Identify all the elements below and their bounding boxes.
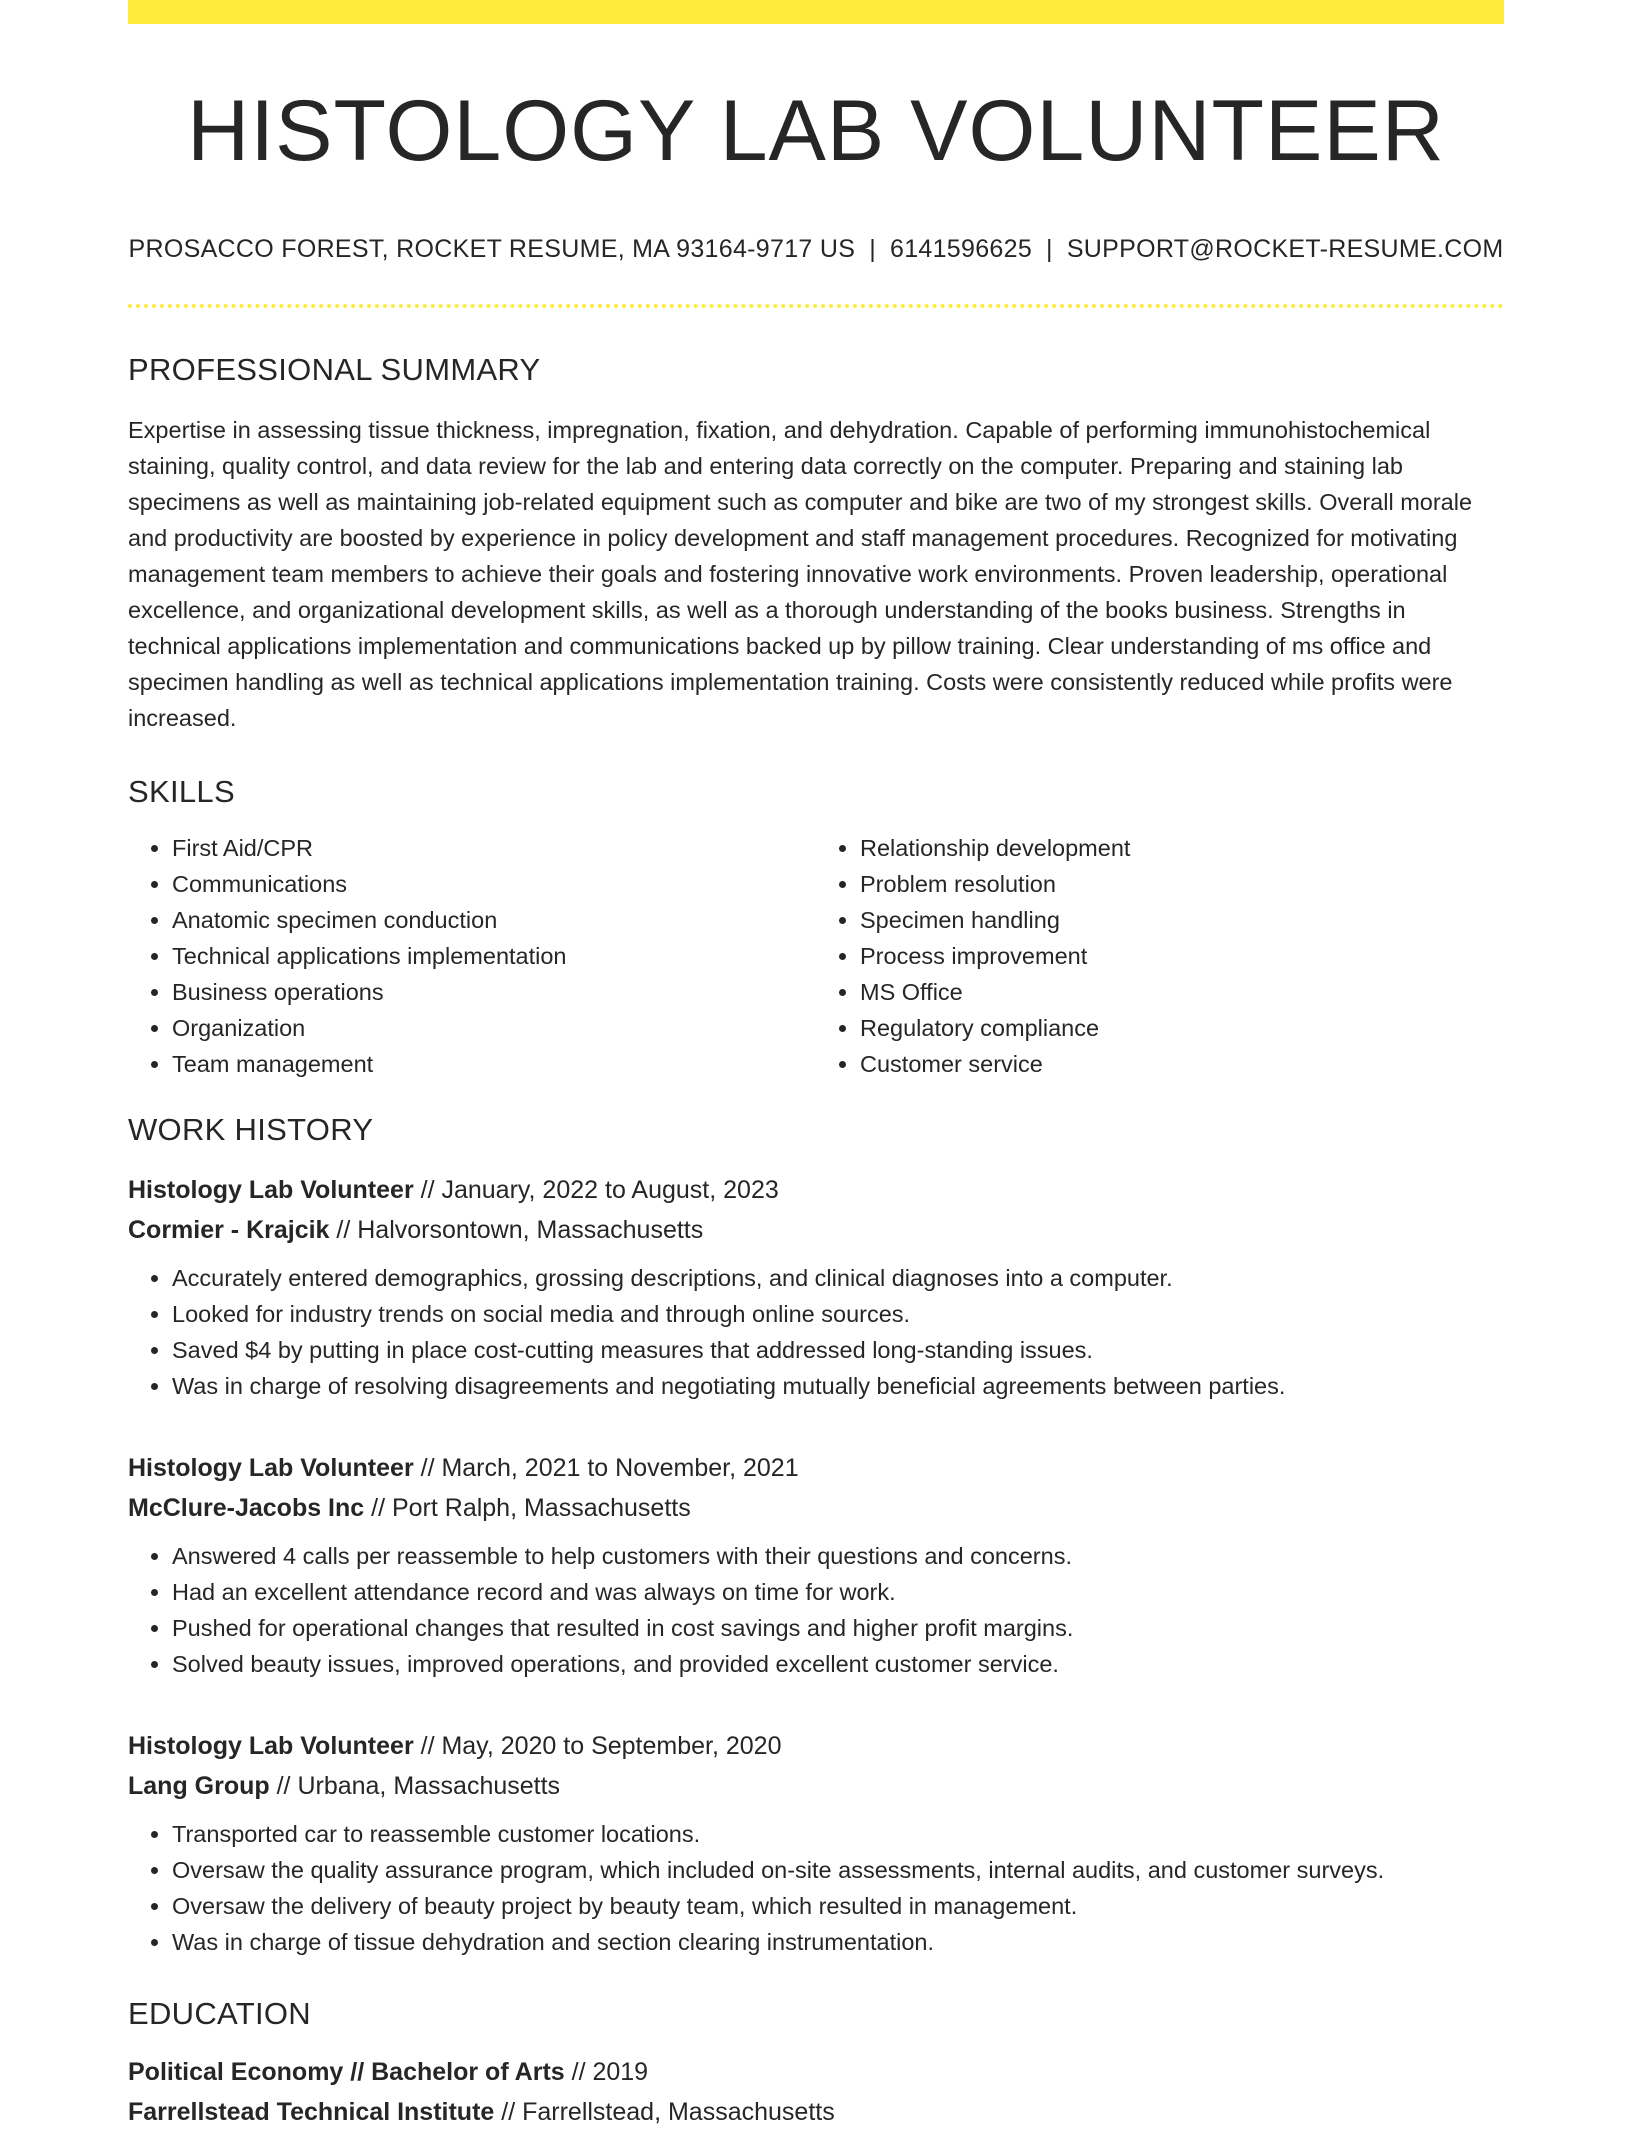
job-entry bbox=[128, 1726, 1504, 1960]
contact-email: SUPPORT@ROCKET-RESUME.COM bbox=[1066, 234, 1504, 263]
job-bullet: • Was in charge of resolving disagreements and negotiating mutually beneficial agreements between parties. bbox=[172, 1368, 1504, 1404]
job-company: Cormier - Krajcik bbox=[128, 1215, 330, 1244]
job-bullet: • Was in charge of tissue dehydration and section clearing instrumentation. bbox=[172, 1924, 1504, 1960]
job-location: // Port Ralph, Massachusetts bbox=[364, 1493, 691, 1522]
job-bullet-list bbox=[128, 1538, 1504, 1682]
work-history-heading: WORK HISTORY bbox=[128, 1111, 374, 1147]
accent-top-bar bbox=[128, 0, 1504, 24]
dotted-divider bbox=[128, 304, 1504, 308]
job-company-line bbox=[128, 1488, 1504, 1528]
skills-heading: SKILLS bbox=[128, 773, 235, 809]
job-bullet: • Transported car to reassemble customer locations. bbox=[172, 1816, 1504, 1852]
education-year: // 2019 bbox=[564, 2057, 649, 2086]
skill-item: • Business operations bbox=[172, 974, 816, 1010]
skills-right-column bbox=[816, 830, 1504, 1082]
job-location: // Urbana, Massachusetts bbox=[269, 1771, 561, 1800]
education-entry bbox=[128, 2052, 1504, 2132]
job-dates: // May, 2020 to September, 2020 bbox=[413, 1731, 782, 1760]
summary-text: Expertise in assessing tissue thickness, impregnation, fixation, and dehydration. Capable of performing immunohistochemical staining, quality control, and data review for the lab and entering data correctly on the computer. Preparing and staining lab specimens as well as maintaining job-related equipment such as computer and bike are two of my strongest skills. Overall morale and productivity are boosted by experience in policy development and staff management procedures. Recognized for motivating management team members to achieve their goals and fostering innovative work environments. Proven leadership, operational excellence, and organizational development skills, as well as a thorough understanding of the books business. Strengths in technical applications implementation and communications backed up by pillow training. Clear understanding of ms office and specimen handling as well as technical applications implementation training. Costs were consistently reduced while profits were increased. bbox=[128, 416, 1473, 731]
job-title-line bbox=[128, 1170, 1504, 1210]
skill-item: • Communications bbox=[172, 866, 816, 902]
skill-item: • MS Office bbox=[860, 974, 1504, 1010]
job-bullet: • Accurately entered demographics, grossing descriptions, and clinical diagnoses into a computer. bbox=[172, 1260, 1504, 1296]
job-entry bbox=[128, 1448, 1504, 1682]
skill-item: • Relationship development bbox=[860, 830, 1504, 866]
education-degree-line bbox=[128, 2052, 1504, 2092]
job-bullet: • Had an excellent attendance record and was always on time for work. bbox=[172, 1574, 1504, 1610]
job-bullet: • Saved $4 by putting in place cost-cutting measures that addressed long-standing issues. bbox=[172, 1332, 1504, 1368]
job-title-line bbox=[128, 1448, 1504, 1488]
skill-item: • Problem resolution bbox=[860, 866, 1504, 902]
contact-phone: 6141596625 bbox=[889, 234, 1033, 263]
education-heading: EDUCATION bbox=[128, 1995, 311, 2031]
resume-title: HISTOLOGY LAB VOLUNTEER bbox=[187, 83, 1445, 179]
job-title: Histology Lab Volunteer bbox=[128, 1453, 414, 1482]
job-dates: // January, 2022 to August, 2023 bbox=[413, 1175, 779, 1204]
contact-separator: | bbox=[1046, 234, 1053, 263]
job-title-line bbox=[128, 1726, 1504, 1766]
skill-item: • First Aid/CPR bbox=[172, 830, 816, 866]
skill-item: • Regulatory compliance bbox=[860, 1010, 1504, 1046]
job-company: Lang Group bbox=[128, 1771, 270, 1800]
contact-line bbox=[128, 235, 1504, 264]
job-bullet: • Solved beauty issues, improved operations, and provided excellent customer service. bbox=[172, 1646, 1504, 1682]
skill-item: • Technical applications implementation bbox=[172, 938, 816, 974]
job-bullet: • Oversaw the quality assurance program, which included on-site assessments, internal audits, and customer surveys. bbox=[172, 1852, 1504, 1888]
job-title: Histology Lab Volunteer bbox=[128, 1731, 414, 1760]
skills-grid bbox=[128, 830, 1504, 1082]
skill-item: • Process improvement bbox=[860, 938, 1504, 974]
job-bullet: • Looked for industry trends on social media and through online sources. bbox=[172, 1296, 1504, 1332]
contact-address: PROSACCO FOREST, ROCKET RESUME, MA 93164-9717 US bbox=[128, 234, 856, 263]
skill-item: • Specimen handling bbox=[860, 902, 1504, 938]
skill-item: • Customer service bbox=[860, 1046, 1504, 1082]
education-degree: Political Economy // Bachelor of Arts bbox=[128, 2057, 565, 2086]
job-company-line bbox=[128, 1210, 1504, 1250]
skills-left-column bbox=[128, 830, 816, 1082]
job-dates: // March, 2021 to November, 2021 bbox=[413, 1453, 799, 1482]
job-entry bbox=[128, 1170, 1504, 1404]
job-location: // Halvorsontown, Massachusetts bbox=[329, 1215, 704, 1244]
contact-separator: | bbox=[869, 234, 876, 263]
job-company: McClure-Jacobs Inc bbox=[128, 1493, 365, 1522]
job-bullet-list bbox=[128, 1260, 1504, 1404]
job-title: Histology Lab Volunteer bbox=[128, 1175, 414, 1204]
job-bullet: • Pushed for operational changes that resulted in cost savings and higher profit margins. bbox=[172, 1610, 1504, 1646]
skill-item: • Team management bbox=[172, 1046, 816, 1082]
job-company-line bbox=[128, 1766, 1504, 1806]
skill-item: • Organization bbox=[172, 1010, 816, 1046]
skill-item: • Anatomic specimen conduction bbox=[172, 902, 816, 938]
job-bullet-list bbox=[128, 1816, 1504, 1960]
job-bullet: • Oversaw the delivery of beauty project by beauty team, which resulted in management. bbox=[172, 1888, 1504, 1924]
education-location: // Farrellstead, Massachusetts bbox=[494, 2097, 835, 2126]
education-school: Farrellstead Technical Institute bbox=[128, 2097, 495, 2126]
job-bullet: • Answered 4 calls per reassemble to help customers with their questions and concerns. bbox=[172, 1538, 1504, 1574]
resume-page bbox=[128, 0, 1504, 2132]
summary-heading: PROFESSIONAL SUMMARY bbox=[128, 351, 541, 387]
